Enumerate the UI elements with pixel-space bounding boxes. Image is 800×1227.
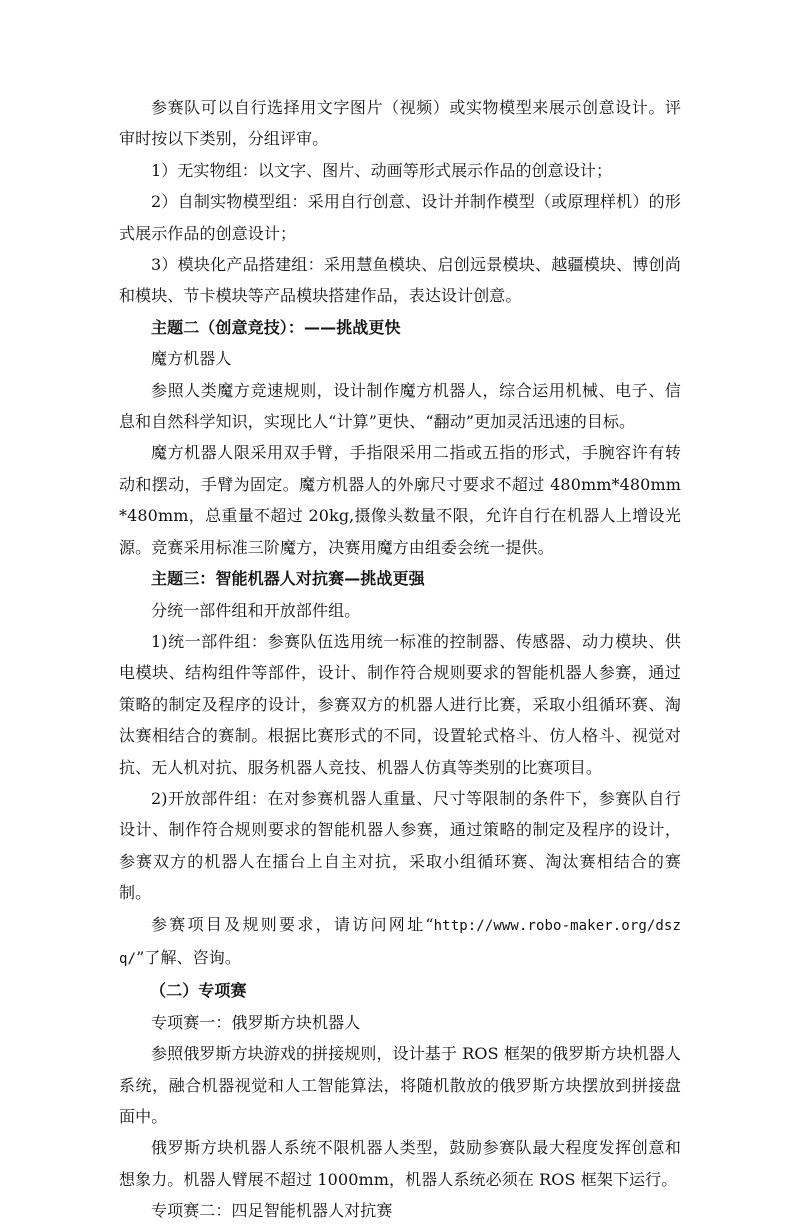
paragraph-no-physical-group: 1）无实物组：以文字、图片、动画等形式展示作品的创意设计； (151, 160, 613, 180)
paragraph-special-event-two-title: 专项赛二：四足智能机器人对抗赛 (151, 1201, 393, 1221)
paragraph-physical-model-group: 2）自制实物模型组：采用自行创意、设计并制作模型（或原理样机）的形式展示作品的创意设计； (119, 192, 681, 243)
document-page (119, 92, 681, 1227)
paragraph-rubik-robot-title: 魔方机器人 (151, 349, 232, 369)
paragraph-tetris-robot-limits: 俄罗斯方块机器人系统不限机器人类型，鼓励参赛队最大程度发挥创意和想象力。机器人臂展不超过 1000mm，机器人系统必须在 ROS 框架下运行。 (119, 1138, 681, 1189)
paragraph-unified-group: 1)统一部件组：参赛队伍选用统一标准的控制器、传感器、动力模块、供电模块、结构组件等部件，设计、制作符合规则要求的智能机器人参赛，通过策略的制定及程序的设计，参赛双方的机器人进行比赛，采取小组循环赛、淘汰赛相结合的赛制。根据比赛形式的不同，设置轮式格斗、仿人格斗、视觉对抗、无人机对抗、服务机器人竞技、机器人仿真等类别的比赛项目。 (119, 631, 681, 777)
heading-theme-two: 主题二（创意竞技）：——挑战更快 (151, 317, 401, 337)
paragraph-special-event-one-title: 专项赛一：俄罗斯方块机器人 (151, 1012, 361, 1032)
heading-special-events: （二）专项赛 (150, 981, 247, 1001)
website-url-link[interactable]: http://www.robo-maker.org/dszq/ (119, 917, 681, 967)
paragraph-website (119, 909, 681, 976)
paragraph-intro: 参赛队可以自行选择用文字图片（视频）或实物模型来展示创意设计。评审时按以下类别，分组评审。 (119, 98, 681, 149)
website-text-post: ”了解、咨询。 (136, 947, 241, 967)
paragraph-groups: 分统一部件组和开放部件组。 (151, 600, 361, 620)
paragraph-modular-group: 3）模块化产品搭建组：采用慧鱼模块、启创远景模块、越疆模块、博创尚和模块、节卡模块等产品模块搭建作品，表达设计创意。 (119, 255, 681, 306)
paragraph-open-group: 2)开放部件组：在对参赛机器人重量、尺寸等限制的条件下，参赛队自行设计、制作符合规则要求的智能机器人参赛，通过策略的制定及程序的设计，参赛双方的机器人在擂台上自主对抗，采取小组循环赛、淘汰赛相结合的赛制。 (119, 788, 681, 903)
paragraph-tetris-robot-rules: 参照俄罗斯方块游戏的拼接规则，设计基于 ROS 框架的俄罗斯方块机器人系统，融合机器视觉和人工智能算法，将随机散放的俄罗斯方块摆放到拼接盘面中。 (119, 1044, 681, 1126)
paragraph-rubik-robot-rules: 参照人类魔方竞速规则，设计制作魔方机器人，综合运用机械、电子、信息和自然科学知识，实现比人“计算”更快、“翻动”更加灵活迅速的目标。 (119, 380, 681, 432)
paragraph-rubik-robot-limits: 魔方机器人限采用双手臂，手指限采用二指或五指的形式，手腕容许有转动和摆动，手臂为固定。魔方机器人的外廓尺寸要求不超过 480mm*480mm*480mm，总重量不超过 20kg,摄像头数量不限，允许自行在机器人上增设光源。竞赛采用标准三阶魔方，决赛用魔方由组委会统一提供。 (119, 443, 681, 557)
website-text-pre: 参赛项目及规则要求，请访问网址“ (151, 914, 434, 934)
heading-theme-three: 主题三：智能机器人对抗赛—挑战更强 (151, 569, 425, 589)
